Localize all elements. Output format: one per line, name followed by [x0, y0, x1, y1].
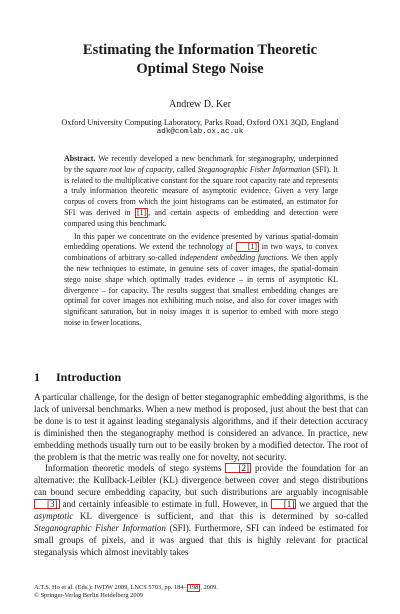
- body-emphasis: Steganographic Fisher Information: [34, 522, 166, 533]
- body-text: (SFI). Furthermore, SFI can indeed be estimated for small groups of pixels, and it was argued that this is highly relevant for practical steganalysis which almost inevitably takes: [34, 522, 368, 557]
- abstract-text: , and certain aspects of embedding and detection were compared using this benchmark.: [64, 207, 338, 228]
- intro-body: [34, 392, 368, 559]
- paper-title-line-2: Optimal Stego Noise: [136, 61, 264, 77]
- footnote-copyright: © Springer-Verlag Berlin Heidelberg 2009: [34, 592, 143, 599]
- citation-link[interactable]: [2]: [225, 463, 251, 473]
- section-number: 1: [34, 370, 40, 384]
- abstract-emphasis: square root law of capacity: [85, 164, 173, 174]
- abstract: [64, 154, 338, 329]
- abstract-paragraph-1: [64, 154, 338, 230]
- abstract-text: (SFI). It is related to the multiplicative constant for the square root capacity rate and represents a truly information theoretic measure of asymptotic evidence. Given a very large corpus of covers from which the joint histograms can be estimated, an estimator for SFI was derived in: [64, 164, 338, 217]
- footnote-text: A.T.S. Ho et al. (Eds.): IWDW 2009, LNCS 5703, pp. 184–: [34, 584, 187, 591]
- body-text: we argued that the: [296, 499, 369, 510]
- author-name: Andrew D. Ker: [169, 99, 231, 110]
- author-email[interactable]: adk@comlab.ox.ac.uk: [156, 128, 244, 136]
- body-emphasis: asymptotic: [34, 511, 74, 522]
- citation-link[interactable]: [3]: [34, 499, 60, 509]
- abstract-text: In this paper we concentrate on the evidence presented by various spatial-domain embedding operations. We extend the technology of: [64, 231, 338, 252]
- body-text: Information theoretic models of stego systems: [45, 463, 226, 474]
- abstract-paragraph-2: [64, 232, 338, 329]
- section-heading: [34, 370, 121, 385]
- intro-paragraph-2: [34, 463, 368, 558]
- citation-link[interactable]: [1]: [271, 499, 297, 509]
- abstract-label: Abstract.: [64, 154, 96, 163]
- section-title: Introduction: [56, 370, 122, 384]
- intro-paragraph-1: A particular challenge, for the design of better steganographic embedding algorithms, is the lack of universal benchmarks. When a new method is proposed, just about the best that can be done is to test it against leading steganalysis algorithms, and if their detection accuracy is diminished then the steganography method is considered an advance. In practice, new embedding methods usually turn out to be easily broken by a modified detector. The root of the problem is that the metric was really one for novelty, not security.: [34, 392, 368, 462]
- abstract-text: in two ways, to convex combinations of arbitrary so-called: [64, 242, 338, 263]
- abstract-emphasis: independent embedding functions: [179, 253, 287, 263]
- body-text: provide the foundation for an alternative: the Kullback-Leibler (KL) divergence between cover and stego distributions can bound secure embedding capacity, but such distributions are arguably incognisable: [34, 463, 368, 498]
- body-text: and certainly infeasible to estimate in full. However, in: [59, 499, 271, 510]
- abstract-text: We recently developed a new benchmark for steganography, underpinned by the: [64, 154, 338, 174]
- page-link[interactable]: 198: [188, 584, 199, 591]
- footnote-citation-line: [34, 584, 368, 592]
- abstract-text: . We then apply the new techniques to estimate, in genuine sets of cover images, the spatial-domain stego noise shape which optimally trades evidence – in terms of asymptotic KL divergence – for capacity. The results suggest that smallest embedding changes are optimal for cover images not exhibiting much noise, and also for cover images with significant saturation, but in noisy images it is superior to embed with more stego noise in fewer locations.: [64, 253, 339, 327]
- citation-link[interactable]: [1]: [136, 207, 147, 217]
- author-affiliation: Oxford University Computing Laboratory, Parks Road, Oxford OX1 3QD, England: [61, 118, 339, 127]
- citation-link[interactable]: [1]: [236, 242, 259, 252]
- body-text: KL divergence is sufficient, and that this is determined by so-called: [73, 511, 368, 522]
- footnote-text: , 2009.: [200, 584, 218, 591]
- abstract-emphasis: Steganographic Fisher Information: [197, 164, 311, 174]
- publication-footnote: [34, 584, 368, 600]
- abstract-text: , called: [172, 164, 198, 174]
- paper-title-line-1: Estimating the Information Theoretic: [82, 42, 318, 58]
